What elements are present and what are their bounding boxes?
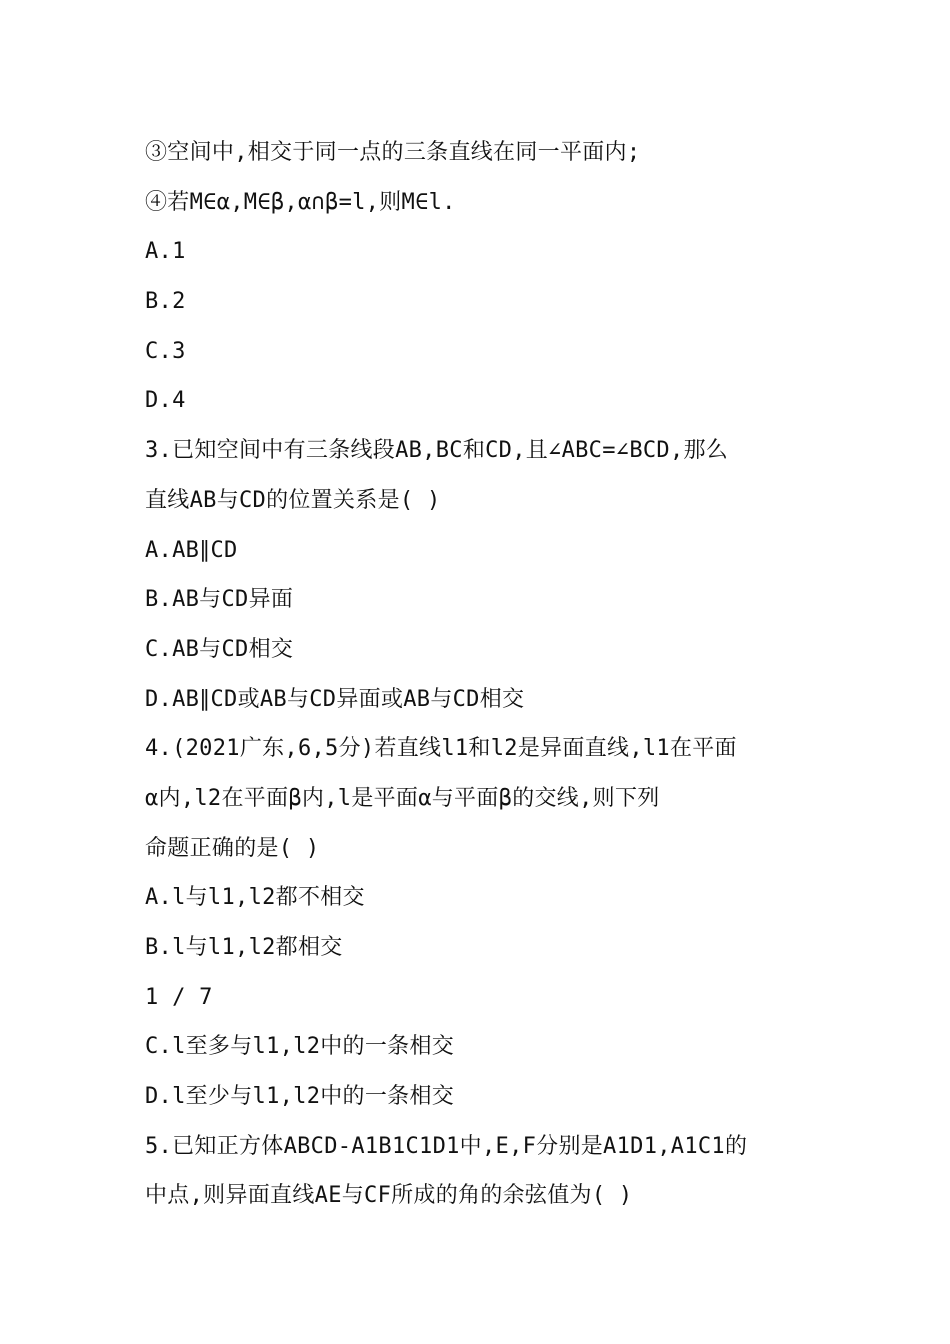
page-number: 1 / 7 bbox=[145, 984, 213, 1010]
question-4-line-2: α内,l2在平面β内,l是平面α与平面β的交线,则下列 bbox=[145, 785, 660, 811]
q2-option-d: D.4 bbox=[145, 388, 186, 414]
q4-option-b: B.l与l1,l2都相交 bbox=[145, 935, 343, 960]
q2-option-c: C.3 bbox=[145, 338, 186, 364]
document-body bbox=[145, 128, 815, 1221]
q4-option-d: D.l至少与l1,l2中的一条相交 bbox=[145, 1084, 455, 1110]
q3-option-d: D.AB∥CD或AB与CD异面或AB与CD相交 bbox=[145, 686, 525, 712]
q4-option-c: C.l至多与l1,l2中的一条相交 bbox=[145, 1034, 455, 1060]
q3-option-b: B.AB与CD异面 bbox=[145, 587, 294, 613]
question-4-line-3: 命题正确的是( ) bbox=[145, 835, 320, 861]
question-5-line-2: 中点,则异面直线AE与CF所成的角的余弦值为( ) bbox=[145, 1183, 633, 1209]
q4-option-a: A.l与l1,l2都不相交 bbox=[145, 885, 365, 911]
statement-4: ④若M∈α,M∈β,α∩β=l,则M∈l. bbox=[145, 189, 456, 215]
q3-option-a: A.AB∥CD bbox=[145, 537, 238, 563]
question-4-line-1: 4.(2021广东,6,5分)若直线l1和l2是异面直线,l1在平面 bbox=[145, 736, 737, 762]
q2-option-b: B.2 bbox=[145, 289, 186, 315]
statement-3: ③空间中,相交于同一点的三条直线在同一平面内; bbox=[145, 140, 641, 165]
question-3-line-1: 3.已知空间中有三条线段AB,BC和CD,且∠ABC=∠BCD,那么 bbox=[145, 438, 729, 464]
question-3-line-2: 直线AB与CD的位置关系是( ) bbox=[145, 487, 441, 513]
q2-option-a: A.1 bbox=[145, 239, 186, 265]
question-5-line-1: 5.已知正方体ABCD-A1B1C1D1中,E,F分别是A1D1,A1C1的 bbox=[145, 1133, 748, 1159]
q3-option-c: C.AB与CD相交 bbox=[145, 636, 294, 662]
